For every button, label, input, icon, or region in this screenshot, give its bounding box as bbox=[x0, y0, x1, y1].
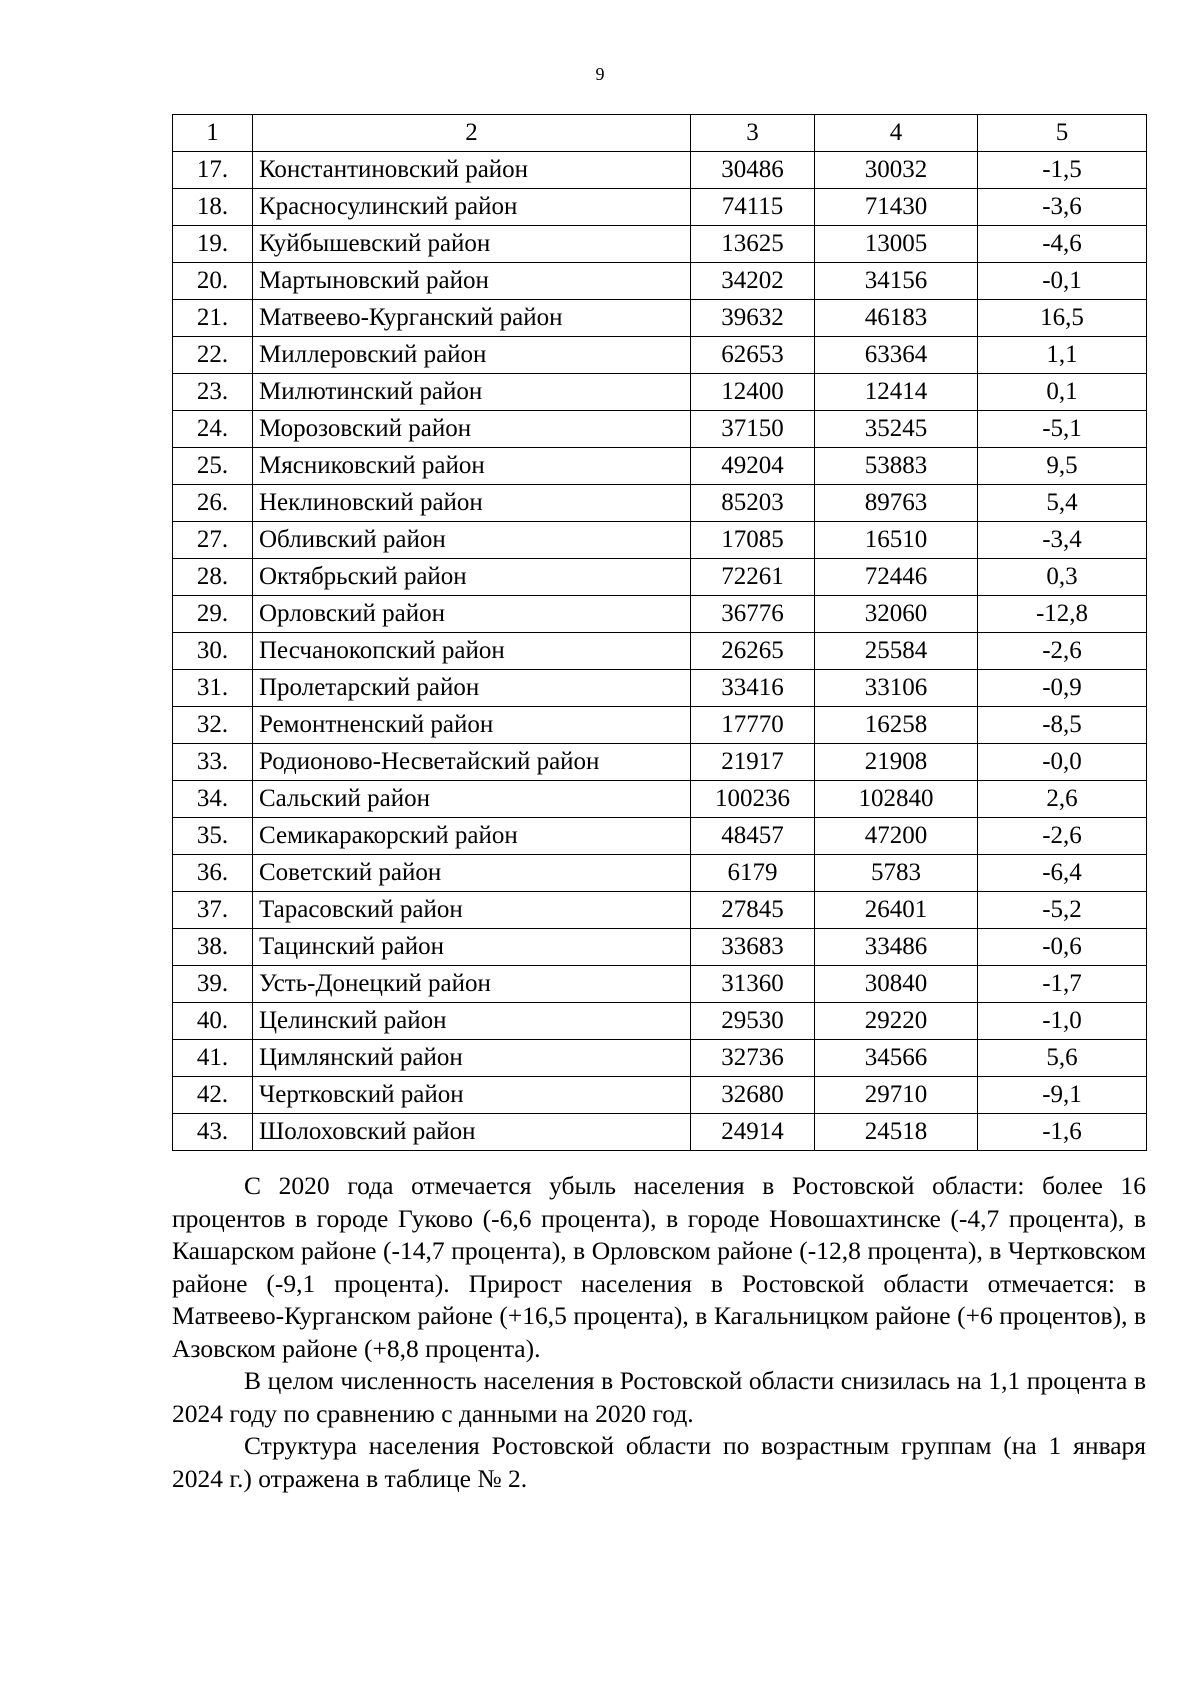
column-header: 2 bbox=[253, 115, 691, 152]
value-2024: 30032 bbox=[815, 152, 978, 189]
row-number: 19. bbox=[173, 226, 253, 263]
value-2020: 74115 bbox=[691, 189, 815, 226]
district-name: Семикаракорский район bbox=[253, 818, 691, 855]
change-percent: -3,4 bbox=[978, 522, 1147, 559]
row-number: 43. bbox=[173, 1114, 253, 1151]
value-2020: 26265 bbox=[691, 633, 815, 670]
change-percent: -1,5 bbox=[978, 152, 1147, 189]
district-name: Красносулинский район bbox=[253, 189, 691, 226]
value-2024: 30840 bbox=[815, 966, 978, 1003]
change-percent: -1,0 bbox=[978, 1003, 1147, 1040]
row-number: 24. bbox=[173, 411, 253, 448]
table-row bbox=[173, 707, 1147, 744]
change-percent: 5,4 bbox=[978, 485, 1147, 522]
value-2024: 102840 bbox=[815, 781, 978, 818]
change-percent: 5,6 bbox=[978, 1040, 1147, 1077]
value-2024: 47200 bbox=[815, 818, 978, 855]
table-row bbox=[173, 744, 1147, 781]
value-2024: 21908 bbox=[815, 744, 978, 781]
district-name: Мартыновский район bbox=[253, 263, 691, 300]
value-2024: 32060 bbox=[815, 596, 978, 633]
change-percent: -2,6 bbox=[978, 633, 1147, 670]
value-2024: 16510 bbox=[815, 522, 978, 559]
district-name: Орловский район bbox=[253, 596, 691, 633]
district-name: Родионово-Несветайский район bbox=[253, 744, 691, 781]
table-row bbox=[173, 485, 1147, 522]
value-2020: 48457 bbox=[691, 818, 815, 855]
district-name: Милютинский район bbox=[253, 374, 691, 411]
district-name: Куйбышевский район bbox=[253, 226, 691, 263]
value-2020: 32680 bbox=[691, 1077, 815, 1114]
change-percent: -3,6 bbox=[978, 189, 1147, 226]
table-row bbox=[173, 1077, 1147, 1114]
row-number: 26. bbox=[173, 485, 253, 522]
change-percent: 0,1 bbox=[978, 374, 1147, 411]
row-number: 18. bbox=[173, 189, 253, 226]
paragraph: Структура населения Ростовской области по возрастным группам (на 1 января 2024 г.) отражена в таблице № 2. bbox=[172, 1431, 1146, 1493]
change-percent: -12,8 bbox=[978, 596, 1147, 633]
value-2024: 12414 bbox=[815, 374, 978, 411]
district-name: Цимлянский район bbox=[253, 1040, 691, 1077]
district-name: Константиновский район bbox=[253, 152, 691, 189]
value-2020: 21917 bbox=[691, 744, 815, 781]
change-percent: 0,3 bbox=[978, 559, 1147, 596]
table-body bbox=[173, 152, 1147, 1151]
table-row bbox=[173, 596, 1147, 633]
row-number: 31. bbox=[173, 670, 253, 707]
change-percent: -5,2 bbox=[978, 892, 1147, 929]
value-2020: 62653 bbox=[691, 337, 815, 374]
value-2024: 16258 bbox=[815, 707, 978, 744]
row-number: 34. bbox=[173, 781, 253, 818]
value-2020: 31360 bbox=[691, 966, 815, 1003]
table-header-row bbox=[173, 115, 1147, 152]
district-name: Усть-Донецкий район bbox=[253, 966, 691, 1003]
column-header: 3 bbox=[691, 115, 815, 152]
table-row bbox=[173, 855, 1147, 892]
table-row bbox=[173, 633, 1147, 670]
value-2020: 33683 bbox=[691, 929, 815, 966]
row-number: 37. bbox=[173, 892, 253, 929]
change-percent: -0,9 bbox=[978, 670, 1147, 707]
value-2020: 49204 bbox=[691, 448, 815, 485]
district-name: Советский район bbox=[253, 855, 691, 892]
body-text bbox=[172, 1170, 1146, 1495]
district-name: Тацинский район bbox=[253, 929, 691, 966]
district-name: Мясниковский район bbox=[253, 448, 691, 485]
change-percent: 1,1 bbox=[978, 337, 1147, 374]
table-row bbox=[173, 966, 1147, 1003]
table-row bbox=[173, 448, 1147, 485]
paragraph: В целом численность населения в Ростовской области снизилась на 1,1 процента в 2024 году по сравнению с данными на 2020 год. bbox=[172, 1366, 1146, 1428]
row-number: 21. bbox=[173, 300, 253, 337]
change-percent: -0,6 bbox=[978, 929, 1147, 966]
row-number: 23. bbox=[173, 374, 253, 411]
value-2020: 6179 bbox=[691, 855, 815, 892]
row-number: 42. bbox=[173, 1077, 253, 1114]
value-2024: 34566 bbox=[815, 1040, 978, 1077]
table-row bbox=[173, 1040, 1147, 1077]
table-row bbox=[173, 559, 1147, 596]
row-number: 40. bbox=[173, 1003, 253, 1040]
paragraph: С 2020 года отмечается убыль населения в Ростовской области: более 16 процентов в городе Гуково (-6,6 процента), в городе Новошахтинске (-4,7 процента), в Кашарском районе (-14,7 процента), в Орловском районе (-12,8 процента), в Чертковском районе (-9,1 процента). Прирост населения в Ростовской области отмечается: в Матвеево-Курганском районе (+16,5 процента), в Кагальницком районе (+6 процентов), в Азовском районе (+8,8 процента). bbox=[172, 1171, 1146, 1363]
change-percent: -4,6 bbox=[978, 226, 1147, 263]
row-number: 38. bbox=[173, 929, 253, 966]
change-percent: -2,6 bbox=[978, 818, 1147, 855]
district-name: Чертковский район bbox=[253, 1077, 691, 1114]
change-percent: -8,5 bbox=[978, 707, 1147, 744]
value-2024: 46183 bbox=[815, 300, 978, 337]
row-number: 22. bbox=[173, 337, 253, 374]
value-2020: 36776 bbox=[691, 596, 815, 633]
district-name: Сальский район bbox=[253, 781, 691, 818]
district-name: Неклиновский район bbox=[253, 485, 691, 522]
value-2024: 24518 bbox=[815, 1114, 978, 1151]
value-2020: 39632 bbox=[691, 300, 815, 337]
population-table bbox=[172, 114, 1147, 1151]
value-2024: 35245 bbox=[815, 411, 978, 448]
value-2024: 71430 bbox=[815, 189, 978, 226]
district-name: Пролетарский район bbox=[253, 670, 691, 707]
value-2024: 53883 bbox=[815, 448, 978, 485]
value-2024: 25584 bbox=[815, 633, 978, 670]
row-number: 28. bbox=[173, 559, 253, 596]
district-name: Ремонтненский район bbox=[253, 707, 691, 744]
table-row bbox=[173, 300, 1147, 337]
value-2024: 5783 bbox=[815, 855, 978, 892]
change-percent: 2,6 bbox=[978, 781, 1147, 818]
row-number: 29. bbox=[173, 596, 253, 633]
page-number: 9 bbox=[595, 64, 605, 84]
column-header: 1 bbox=[173, 115, 253, 152]
change-percent: -5,1 bbox=[978, 411, 1147, 448]
value-2020: 37150 bbox=[691, 411, 815, 448]
row-number: 27. bbox=[173, 522, 253, 559]
district-name: Матвеево-Курганский район bbox=[253, 300, 691, 337]
table-row bbox=[173, 189, 1147, 226]
table-row bbox=[173, 1114, 1147, 1151]
value-2020: 100236 bbox=[691, 781, 815, 818]
value-2020: 30486 bbox=[691, 152, 815, 189]
row-number: 30. bbox=[173, 633, 253, 670]
column-header: 4 bbox=[815, 115, 978, 152]
change-percent: -1,6 bbox=[978, 1114, 1147, 1151]
row-number: 32. bbox=[173, 707, 253, 744]
table-row bbox=[173, 818, 1147, 855]
district-name: Тарасовский район bbox=[253, 892, 691, 929]
value-2024: 72446 bbox=[815, 559, 978, 596]
district-name: Песчанокопский район bbox=[253, 633, 691, 670]
value-2024: 63364 bbox=[815, 337, 978, 374]
value-2024: 34156 bbox=[815, 263, 978, 300]
table-row bbox=[173, 374, 1147, 411]
district-name: Обливский район bbox=[253, 522, 691, 559]
row-number: 39. bbox=[173, 966, 253, 1003]
value-2024: 26401 bbox=[815, 892, 978, 929]
value-2020: 12400 bbox=[691, 374, 815, 411]
value-2020: 27845 bbox=[691, 892, 815, 929]
table-row bbox=[173, 226, 1147, 263]
value-2020: 17085 bbox=[691, 522, 815, 559]
table-row bbox=[173, 1003, 1147, 1040]
row-number: 41. bbox=[173, 1040, 253, 1077]
district-name: Октябрьский район bbox=[253, 559, 691, 596]
value-2020: 32736 bbox=[691, 1040, 815, 1077]
value-2020: 33416 bbox=[691, 670, 815, 707]
row-number: 33. bbox=[173, 744, 253, 781]
value-2020: 72261 bbox=[691, 559, 815, 596]
change-percent: -1,7 bbox=[978, 966, 1147, 1003]
row-number: 35. bbox=[173, 818, 253, 855]
change-percent: -0,0 bbox=[978, 744, 1147, 781]
value-2024: 89763 bbox=[815, 485, 978, 522]
value-2024: 33486 bbox=[815, 929, 978, 966]
row-number: 25. bbox=[173, 448, 253, 485]
table-row bbox=[173, 337, 1147, 374]
district-name: Шолоховский район bbox=[253, 1114, 691, 1151]
value-2020: 24914 bbox=[691, 1114, 815, 1151]
table-row bbox=[173, 929, 1147, 966]
table-row bbox=[173, 670, 1147, 707]
value-2020: 34202 bbox=[691, 263, 815, 300]
table-row bbox=[173, 781, 1147, 818]
table-row bbox=[173, 411, 1147, 448]
value-2024: 13005 bbox=[815, 226, 978, 263]
row-number: 17. bbox=[173, 152, 253, 189]
table-row bbox=[173, 152, 1147, 189]
value-2024: 33106 bbox=[815, 670, 978, 707]
change-percent: 9,5 bbox=[978, 448, 1147, 485]
row-number: 36. bbox=[173, 855, 253, 892]
table-row bbox=[173, 522, 1147, 559]
row-number: 20. bbox=[173, 263, 253, 300]
value-2024: 29710 bbox=[815, 1077, 978, 1114]
change-percent: -6,4 bbox=[978, 855, 1147, 892]
value-2020: 29530 bbox=[691, 1003, 815, 1040]
change-percent: -9,1 bbox=[978, 1077, 1147, 1114]
value-2020: 17770 bbox=[691, 707, 815, 744]
value-2020: 13625 bbox=[691, 226, 815, 263]
district-name: Миллеровский район bbox=[253, 337, 691, 374]
table-row bbox=[173, 263, 1147, 300]
district-name: Целинский район bbox=[253, 1003, 691, 1040]
change-percent: 16,5 bbox=[978, 300, 1147, 337]
district-name: Морозовский район bbox=[253, 411, 691, 448]
change-percent: -0,1 bbox=[978, 263, 1147, 300]
value-2024: 29220 bbox=[815, 1003, 978, 1040]
column-header: 5 bbox=[978, 115, 1147, 152]
table-row bbox=[173, 892, 1147, 929]
value-2020: 85203 bbox=[691, 485, 815, 522]
